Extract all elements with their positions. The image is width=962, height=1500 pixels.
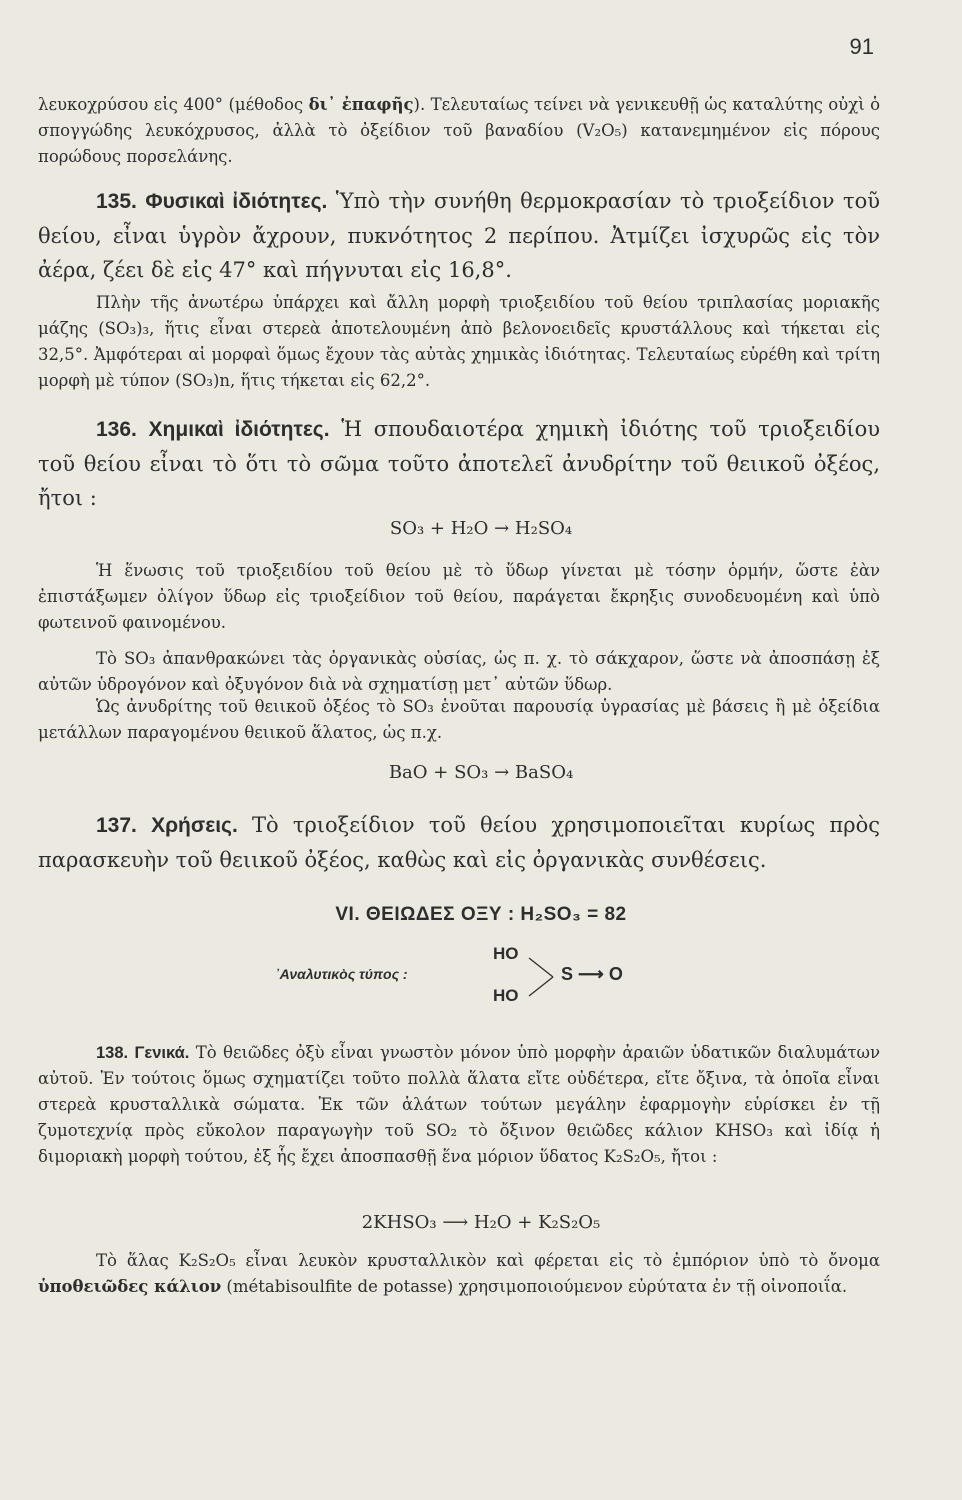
structural-formula-label: ᾽Αναλυτικὸς τύπος : bbox=[275, 966, 408, 982]
section-136-para1: Ἡ ἕνωσις τοῦ τριοξειδίου τοῦ θείου μὲ τὸ ὕδωρ γίνεται μὲ τόσην ὁρμήν, ὥστε ἐὰν ἐπιστάξωμεν ὀλίγον ὕδωρ εἰς τριοξείδιον τοῦ θείου, παράγεται ἔκρηξις συνοδευομένη καὶ ὑπὸ φωτεινοῦ φαινομένου. bbox=[38, 561, 880, 632]
section-136: 136. Χημικαὶ ἰδιότητες. Ἡ σπουδαιοτέρα χημικὴ ἰδιότης τοῦ τριοξειδίου τοῦ θείου εἶναι τὸ ὅτι τὸ σῶμα τοῦτο ἀποτελεῖ ἀνυδρίτην τοῦ θειικοῦ ὀξέος, ἤτοι : bbox=[38, 417, 880, 510]
hydroxyl-top: HO bbox=[493, 944, 519, 963]
page-number: 91 bbox=[849, 34, 874, 59]
hydroxyl-bottom: HO bbox=[493, 986, 519, 1005]
section-137-title: Χρήσεις. bbox=[151, 814, 238, 837]
section-137: 137. Χρήσεις. Τὸ τριοξείδιον τοῦ θείου χρησιμοποιεῖται κυρίως πρὸς παρασκευὴν τοῦ θειικοῦ ὀξέος, καθὼς καὶ εἰς ὀργανικὰς συνθέσεις. bbox=[38, 813, 880, 872]
sulfur-oxygen: S ⟶ O bbox=[561, 964, 623, 984]
section-135: 135. Φυσικαὶ ἰδιότητες. Ὑπὸ τὴν συνήθη θερμοκρασίαν τὸ τριοξείδιον τοῦ θείου, εἶναι ὑγρὸν ἄχρουν, πυκνότητος 2 περίπου. Ἀτμίζει ἰσχυρῶς εἰς τὸν ἀέρα, ζέει δὲ εἰς 47° καὶ πήγνυται εἰς 16,8°. bbox=[38, 189, 880, 282]
bond-lines bbox=[527, 952, 557, 1002]
section-136-para3: Ὡς ἀνυδρίτης τοῦ θειικοῦ ὀξέος τὸ SO₃ ἑνοῦται παρουσίᾳ ὑγρασίας μὲ βάσεις ἢ μὲ ὀξείδια μετάλλων παραγομένου θειικοῦ ἅλατος, ὡς π.χ. bbox=[38, 697, 880, 742]
section-138: 138. Γενικά. Τὸ θειῶδες ὀξὺ εἶναι γνωστὸν μόνον ὑπὸ μορφὴν ἀραιῶν ὑδατικῶν διαλυμάτων αὐτοῦ. Ἐν τούτοις ὅμως σχηματίζει τοῦτο πολλὰ ἅλατα εἴτε οὐδέτερα, εἴτε ὄξινα, τὰ ὁποῖα εἶναι στερεὰ κρυσταλλικὰ σώματα. Ἐκ τῶν ἁλάτων τούτων μεγάλην ἐφαρμογὴν εὑρίσκει ἐν τῇ ζυμοτεχνίᾳ πρὸς εὔκολον παραγωγὴν τοῦ SO₂ τὸ ὄξινον θειῶδες κάλιον KHSO₃ καὶ ἰδίᾳ ἡ διμοριακὴ μορφὴ τούτου, ἐξ ἧς ἔχει ἀποσπασθῇ ἕνα μόριον ὕδατος K₂S₂O₅, ἤτοι : bbox=[38, 1043, 880, 1166]
structural-formula bbox=[275, 940, 695, 1010]
section-138-last: Τὸ ἅλας K₂S₂O₅ εἶναι λευκὸν κρυσταλλικὸν καὶ φέρεται εἰς τὸ ἐμπόριον ὑπὸ τὸ ὄνομα ὑποθειῶδες κάλιον (métabisoulfite de potasse) χρησιμοποιούμενον εὐρύτατα ἐν τῇ οἰνοποιΐα. bbox=[38, 1251, 880, 1296]
equation-khso3: 2KHSO₃ ⟶ H₂O + K₂S₂O₅ bbox=[361, 1212, 601, 1233]
section-136-title: Χημικαὶ ἰδιότητες. bbox=[148, 418, 330, 441]
section-135-title: Φυσικαὶ ἰδιότητες. bbox=[145, 190, 328, 213]
equation-so3-h2o: SO₃ + H₂O → H₂SO₄ bbox=[389, 518, 573, 539]
section-135-note: Πλὴν τῆς ἀνωτέρω ὑπάρχει καὶ ἄλλη μορφὴ τριοξειδίου τοῦ θείου τριπλασίας μοριακῆς μάζης (SO₃)₃, ἥτις εἶναι στερεὰ ἀποτελουμένη ἀπὸ βελονοειδεῖς κρυστάλλους καὶ τήκεται εἰς 32,5°. Ἀμφότεραι αἱ μορφαὶ ὅμως ἔχουν τὰς αὐτὰς χημικὰς ἰδιότητας. Τελευταίως εὑρέθη καὶ τρίτη μορφὴ μὲ τύπον (SO₃)n, ἥτις τήκεται εἰς 62,2°. bbox=[38, 293, 880, 390]
equation-bao-so3: BaO + SO₃ → BaSO₄ bbox=[388, 762, 574, 783]
intro-paragraph: λευκοχρύσου εἰς 400° (μέθοδος δι᾽ ἐπαφῆς). Τελευταίως τείνει νὰ γενικευθῇ ὡς καταλύτης οὐχὶ ὁ σπογγώδης λευκόχρυσος, ἀλλὰ τὸ ὀξείδιον τοῦ βαναδίου (V₂O₅) κατανεμημένον εἰς πόρους πορώδους πορσελάνης. bbox=[38, 95, 881, 166]
section-136-para2: Τὸ SO₃ ἀπανθρακώνει τὰς ὀργανικὰς οὐσίας, ὡς π. χ. τὸ σάκχαρον, ὥστε νὰ ἀποσπάσῃ ἐξ αὐτῶν ὑδρογόνον καὶ ὀξυγόνον διὰ νὰ σχηματίσῃ μετ᾽ αὐτῶν ὕδωρ. bbox=[38, 649, 880, 694]
chapter-heading: VI. ΘΕΙΩΔΕΣ ΟΞΥ : H₂SO₃ = 82 bbox=[335, 904, 627, 925]
section-138-title: Γενικά. bbox=[134, 1044, 190, 1062]
